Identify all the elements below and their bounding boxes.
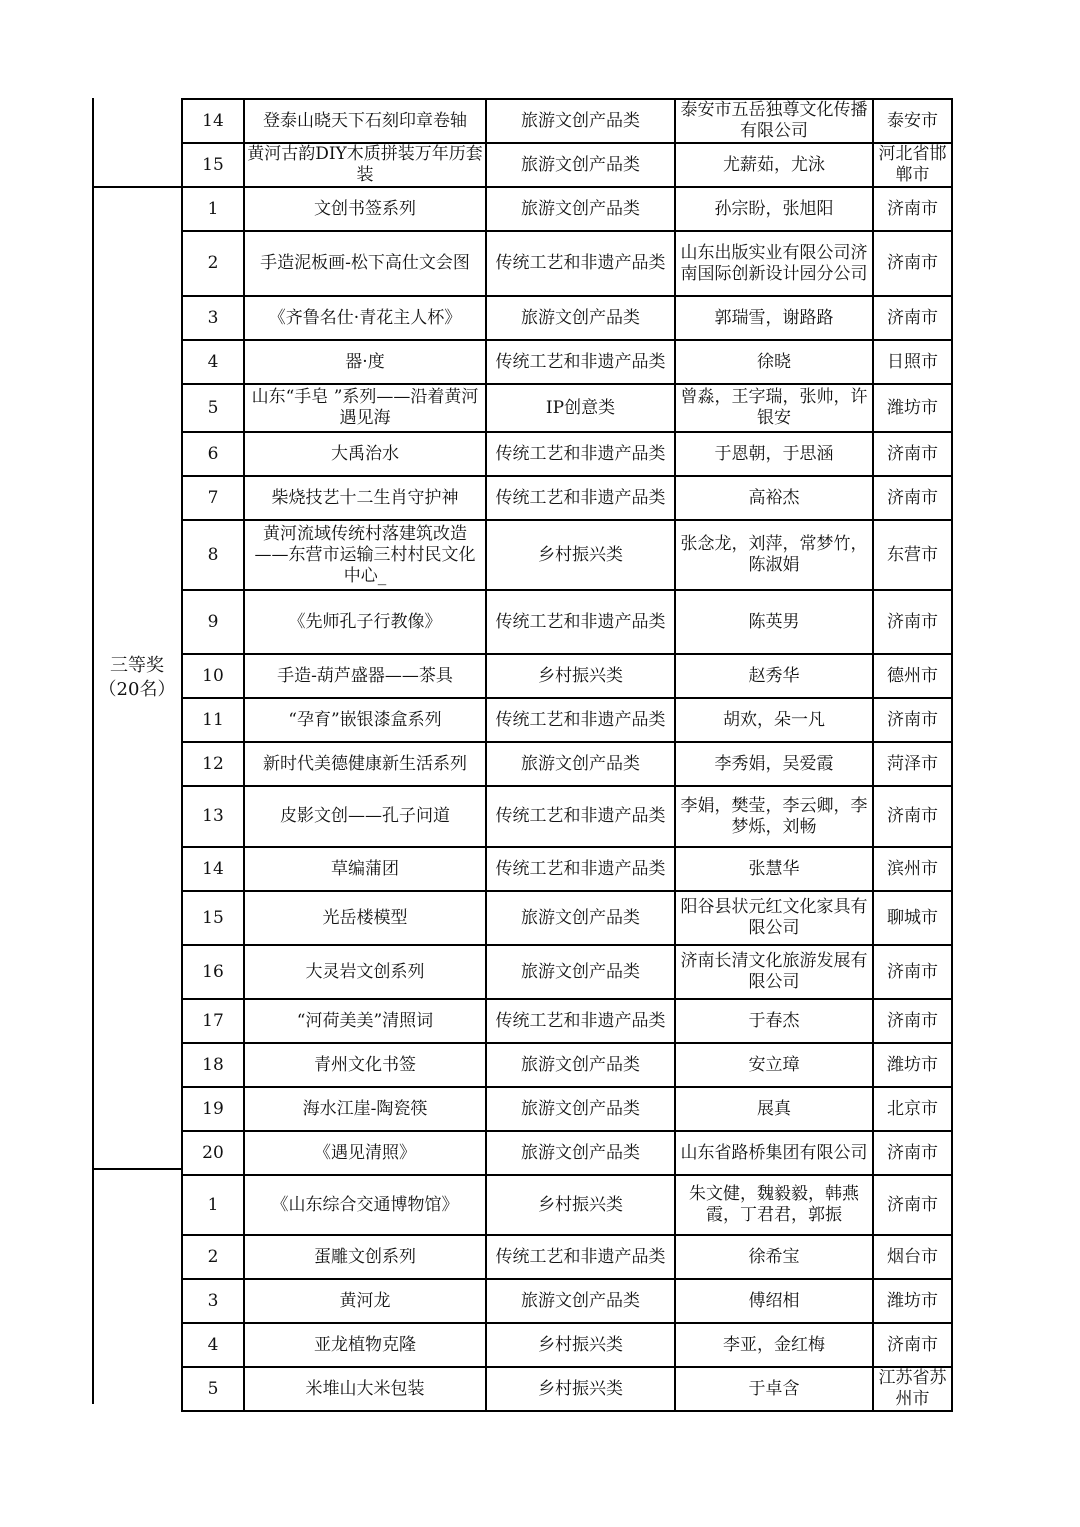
entry-name: 登泰山晓天下石刻印章卷轴: [244, 99, 486, 143]
entry-author: 展真: [675, 1087, 873, 1131]
entry-author: 山东省路桥集团有限公司: [675, 1131, 873, 1175]
table-row: [182, 1279, 952, 1323]
entry-category: 传统工艺和非遗产品类: [486, 432, 675, 476]
group-divider-top: [93, 186, 181, 188]
entry-category: 传统工艺和非遗产品类: [486, 340, 675, 384]
group-count: （20名）: [98, 679, 176, 700]
entry-category: 旅游文创产品类: [486, 296, 675, 340]
entry-name: 青州文化书签: [244, 1043, 486, 1087]
table-row: [182, 945, 952, 999]
entry-category: 旅游文创产品类: [486, 187, 675, 231]
entry-name: 大灵岩文创系列: [244, 945, 486, 999]
row-number: 15: [182, 143, 244, 187]
entry-author: 朱文健，魏毅毅，韩燕霞，丁君君，郭振: [675, 1175, 873, 1235]
entry-author: 山东出版实业有限公司济南国际创新设计园分公司: [675, 231, 873, 296]
entry-category: 旅游文创产品类: [486, 945, 675, 999]
row-number: 4: [182, 340, 244, 384]
row-number: 1: [182, 187, 244, 231]
entry-category: 乡村振兴类: [486, 520, 675, 590]
entry-author: 高裕杰: [675, 476, 873, 520]
entry-city: 德州市: [873, 654, 952, 698]
entry-category: 传统工艺和非遗产品类: [486, 1235, 675, 1279]
table-row: [182, 432, 952, 476]
entry-author: 陈英男: [675, 590, 873, 654]
awards-table: [181, 98, 953, 1412]
entry-category: 旅游文创产品类: [486, 1131, 675, 1175]
entry-category: IP创意类: [486, 384, 675, 432]
table-row: [182, 742, 952, 786]
entry-name: “河荷美美”清照词: [244, 999, 486, 1043]
table-row: [182, 698, 952, 742]
group-divider-bottom: [93, 1168, 181, 1170]
entry-category: 乡村振兴类: [486, 1367, 675, 1411]
entry-city: 泰安市: [873, 99, 952, 143]
entry-author: 徐晓: [675, 340, 873, 384]
entry-city: 济南市: [873, 1131, 952, 1175]
entry-category: 乡村振兴类: [486, 1175, 675, 1235]
table-body: [182, 99, 952, 1411]
entry-author: 郭瑞雪，谢路路: [675, 296, 873, 340]
entry-name: 《齐鲁名仕·青花主人杯》: [244, 296, 486, 340]
table-row: [182, 1323, 952, 1367]
entry-city: 济南市: [873, 1323, 952, 1367]
entry-name: 手造泥板画-松下高仕文会图: [244, 231, 486, 296]
entry-author: 泰安市五岳独尊文化传播有限公司: [675, 99, 873, 143]
entry-city: 东营市: [873, 520, 952, 590]
table-row: [182, 1087, 952, 1131]
row-number: 20: [182, 1131, 244, 1175]
entry-city: 菏泽市: [873, 742, 952, 786]
entry-name: 《遇见清照》: [244, 1131, 486, 1175]
entry-category: 传统工艺和非遗产品类: [486, 231, 675, 296]
entry-category: 乡村振兴类: [486, 654, 675, 698]
entry-city: 济南市: [873, 1175, 952, 1235]
entry-city: 济南市: [873, 476, 952, 520]
table-row: [182, 590, 952, 654]
entry-author: 李秀娟，吴爱霞: [675, 742, 873, 786]
table-row: [182, 654, 952, 698]
entry-city: 滨州市: [873, 847, 952, 891]
entry-city: 日照市: [873, 340, 952, 384]
table-row: [182, 847, 952, 891]
group-label-third-prize: [93, 654, 181, 702]
table-row: [182, 99, 952, 143]
entry-name: 蛋雕文创系列: [244, 1235, 486, 1279]
table-row: [182, 1175, 952, 1235]
entry-city: 济南市: [873, 945, 952, 999]
row-number: 3: [182, 1279, 244, 1323]
row-number: 10: [182, 654, 244, 698]
row-number: 11: [182, 698, 244, 742]
row-number: 19: [182, 1087, 244, 1131]
entry-author: 傅绍相: [675, 1279, 873, 1323]
table-row: [182, 1043, 952, 1087]
entry-city: 济南市: [873, 296, 952, 340]
entry-city: 潍坊市: [873, 384, 952, 432]
entry-name: 大禹治水: [244, 432, 486, 476]
table-row: [182, 384, 952, 432]
entry-name: 文创书签系列: [244, 187, 486, 231]
row-number: 13: [182, 786, 244, 847]
entry-name: “孕育”嵌银漆盒系列: [244, 698, 486, 742]
row-number: 9: [182, 590, 244, 654]
entry-name: 黄河龙: [244, 1279, 486, 1323]
entry-city: 潍坊市: [873, 1279, 952, 1323]
row-number: 15: [182, 891, 244, 945]
group-title: 三等奖: [110, 655, 164, 676]
table-row: [182, 891, 952, 945]
row-number: 18: [182, 1043, 244, 1087]
entry-author: 张念龙，刘萍，常梦竹，陈淑娟: [675, 520, 873, 590]
entry-city: 北京市: [873, 1087, 952, 1131]
entry-category: 旅游文创产品类: [486, 143, 675, 187]
entry-author: 尤薪茹，尤泳: [675, 143, 873, 187]
entry-city: 江苏省苏州市: [873, 1367, 952, 1411]
entry-city: 烟台市: [873, 1235, 952, 1279]
entry-city: 河北省邯郸市: [873, 143, 952, 187]
row-number: 8: [182, 520, 244, 590]
row-number: 4: [182, 1323, 244, 1367]
entry-category: 旅游文创产品类: [486, 1043, 675, 1087]
entry-city: 济南市: [873, 786, 952, 847]
entry-city: 济南市: [873, 231, 952, 296]
row-number: 2: [182, 231, 244, 296]
row-number: 7: [182, 476, 244, 520]
table-row: [182, 1131, 952, 1175]
table-row: [182, 340, 952, 384]
table-row: [182, 187, 952, 231]
entry-name: 米堆山大米包装: [244, 1367, 486, 1411]
entry-name: 黄河流域传统村落建筑改造——东营市运输三村村民文化中心_: [244, 520, 486, 590]
left-border-line: [92, 98, 94, 1404]
entry-category: 旅游文创产品类: [486, 1279, 675, 1323]
entry-author: 于恩朝，于思涵: [675, 432, 873, 476]
entry-name: 黄河古韵DIY木质拼装万年历套装: [244, 143, 486, 187]
entry-author: 曾淼，王字瑞，张帅，许银安: [675, 384, 873, 432]
entry-author: 张慧华: [675, 847, 873, 891]
row-number: 14: [182, 99, 244, 143]
row-number: 1: [182, 1175, 244, 1235]
entry-name: 草编蒲团: [244, 847, 486, 891]
entry-category: 旅游文创产品类: [486, 99, 675, 143]
row-number: 14: [182, 847, 244, 891]
entry-name: 山东“手皂 ”系列——沿着黄河遇见海: [244, 384, 486, 432]
entry-author: 赵秀华: [675, 654, 873, 698]
entry-author: 李亚，金红梅: [675, 1323, 873, 1367]
entry-author: 徐希宝: [675, 1235, 873, 1279]
entry-name: 皮影文创——孔子问道: [244, 786, 486, 847]
entry-city: 济南市: [873, 590, 952, 654]
row-number: 5: [182, 1367, 244, 1411]
entry-city: 聊城市: [873, 891, 952, 945]
entry-city: 潍坊市: [873, 1043, 952, 1087]
entry-city: 济南市: [873, 698, 952, 742]
entry-category: 乡村振兴类: [486, 1323, 675, 1367]
entry-author: 孙宗盼，张旭阳: [675, 187, 873, 231]
row-number: 6: [182, 432, 244, 476]
row-number: 12: [182, 742, 244, 786]
table-row: [182, 1367, 952, 1411]
entry-category: 传统工艺和非遗产品类: [486, 476, 675, 520]
row-number: 3: [182, 296, 244, 340]
table-row: [182, 520, 952, 590]
entry-name: 器·度: [244, 340, 486, 384]
entry-author: 于春杰: [675, 999, 873, 1043]
table-row: [182, 231, 952, 296]
entry-name: 手造-葫芦盛器——茶具: [244, 654, 486, 698]
entry-category: 传统工艺和非遗产品类: [486, 698, 675, 742]
table-row: [182, 1235, 952, 1279]
row-number: 17: [182, 999, 244, 1043]
entry-category: 传统工艺和非遗产品类: [486, 590, 675, 654]
entry-author: 安立璋: [675, 1043, 873, 1087]
entry-name: 新时代美德健康新生活系列: [244, 742, 486, 786]
entry-category: 旅游文创产品类: [486, 891, 675, 945]
entry-author: 胡欢，朵一凡: [675, 698, 873, 742]
entry-name: 亚龙植物克隆: [244, 1323, 486, 1367]
entry-name: 《山东综合交通博物馆》: [244, 1175, 486, 1235]
row-number: 16: [182, 945, 244, 999]
entry-name: 柴烧技艺十二生肖守护神: [244, 476, 486, 520]
row-number: 5: [182, 384, 244, 432]
row-number: 2: [182, 1235, 244, 1279]
entry-city: 济南市: [873, 187, 952, 231]
entry-name: 光岳楼模型: [244, 891, 486, 945]
table-row: [182, 296, 952, 340]
entry-name: 《先师孔子行教像》: [244, 590, 486, 654]
entry-city: 济南市: [873, 432, 952, 476]
entry-category: 传统工艺和非遗产品类: [486, 786, 675, 847]
entry-author: 济南长清文化旅游发展有限公司: [675, 945, 873, 999]
entry-category: 旅游文创产品类: [486, 1087, 675, 1131]
table-row: [182, 786, 952, 847]
entry-name: 海水江崖-陶瓷筷: [244, 1087, 486, 1131]
table-row: [182, 999, 952, 1043]
entry-city: 济南市: [873, 999, 952, 1043]
entry-category: 传统工艺和非遗产品类: [486, 999, 675, 1043]
table-row: [182, 143, 952, 187]
table-row: [182, 476, 952, 520]
entry-author: 于卓含: [675, 1367, 873, 1411]
entry-author: 阳谷县状元红文化家具有限公司: [675, 891, 873, 945]
entry-category: 传统工艺和非遗产品类: [486, 847, 675, 891]
entry-category: 旅游文创产品类: [486, 742, 675, 786]
entry-author: 李娟，樊莹，李云卿，李梦烁，刘畅: [675, 786, 873, 847]
